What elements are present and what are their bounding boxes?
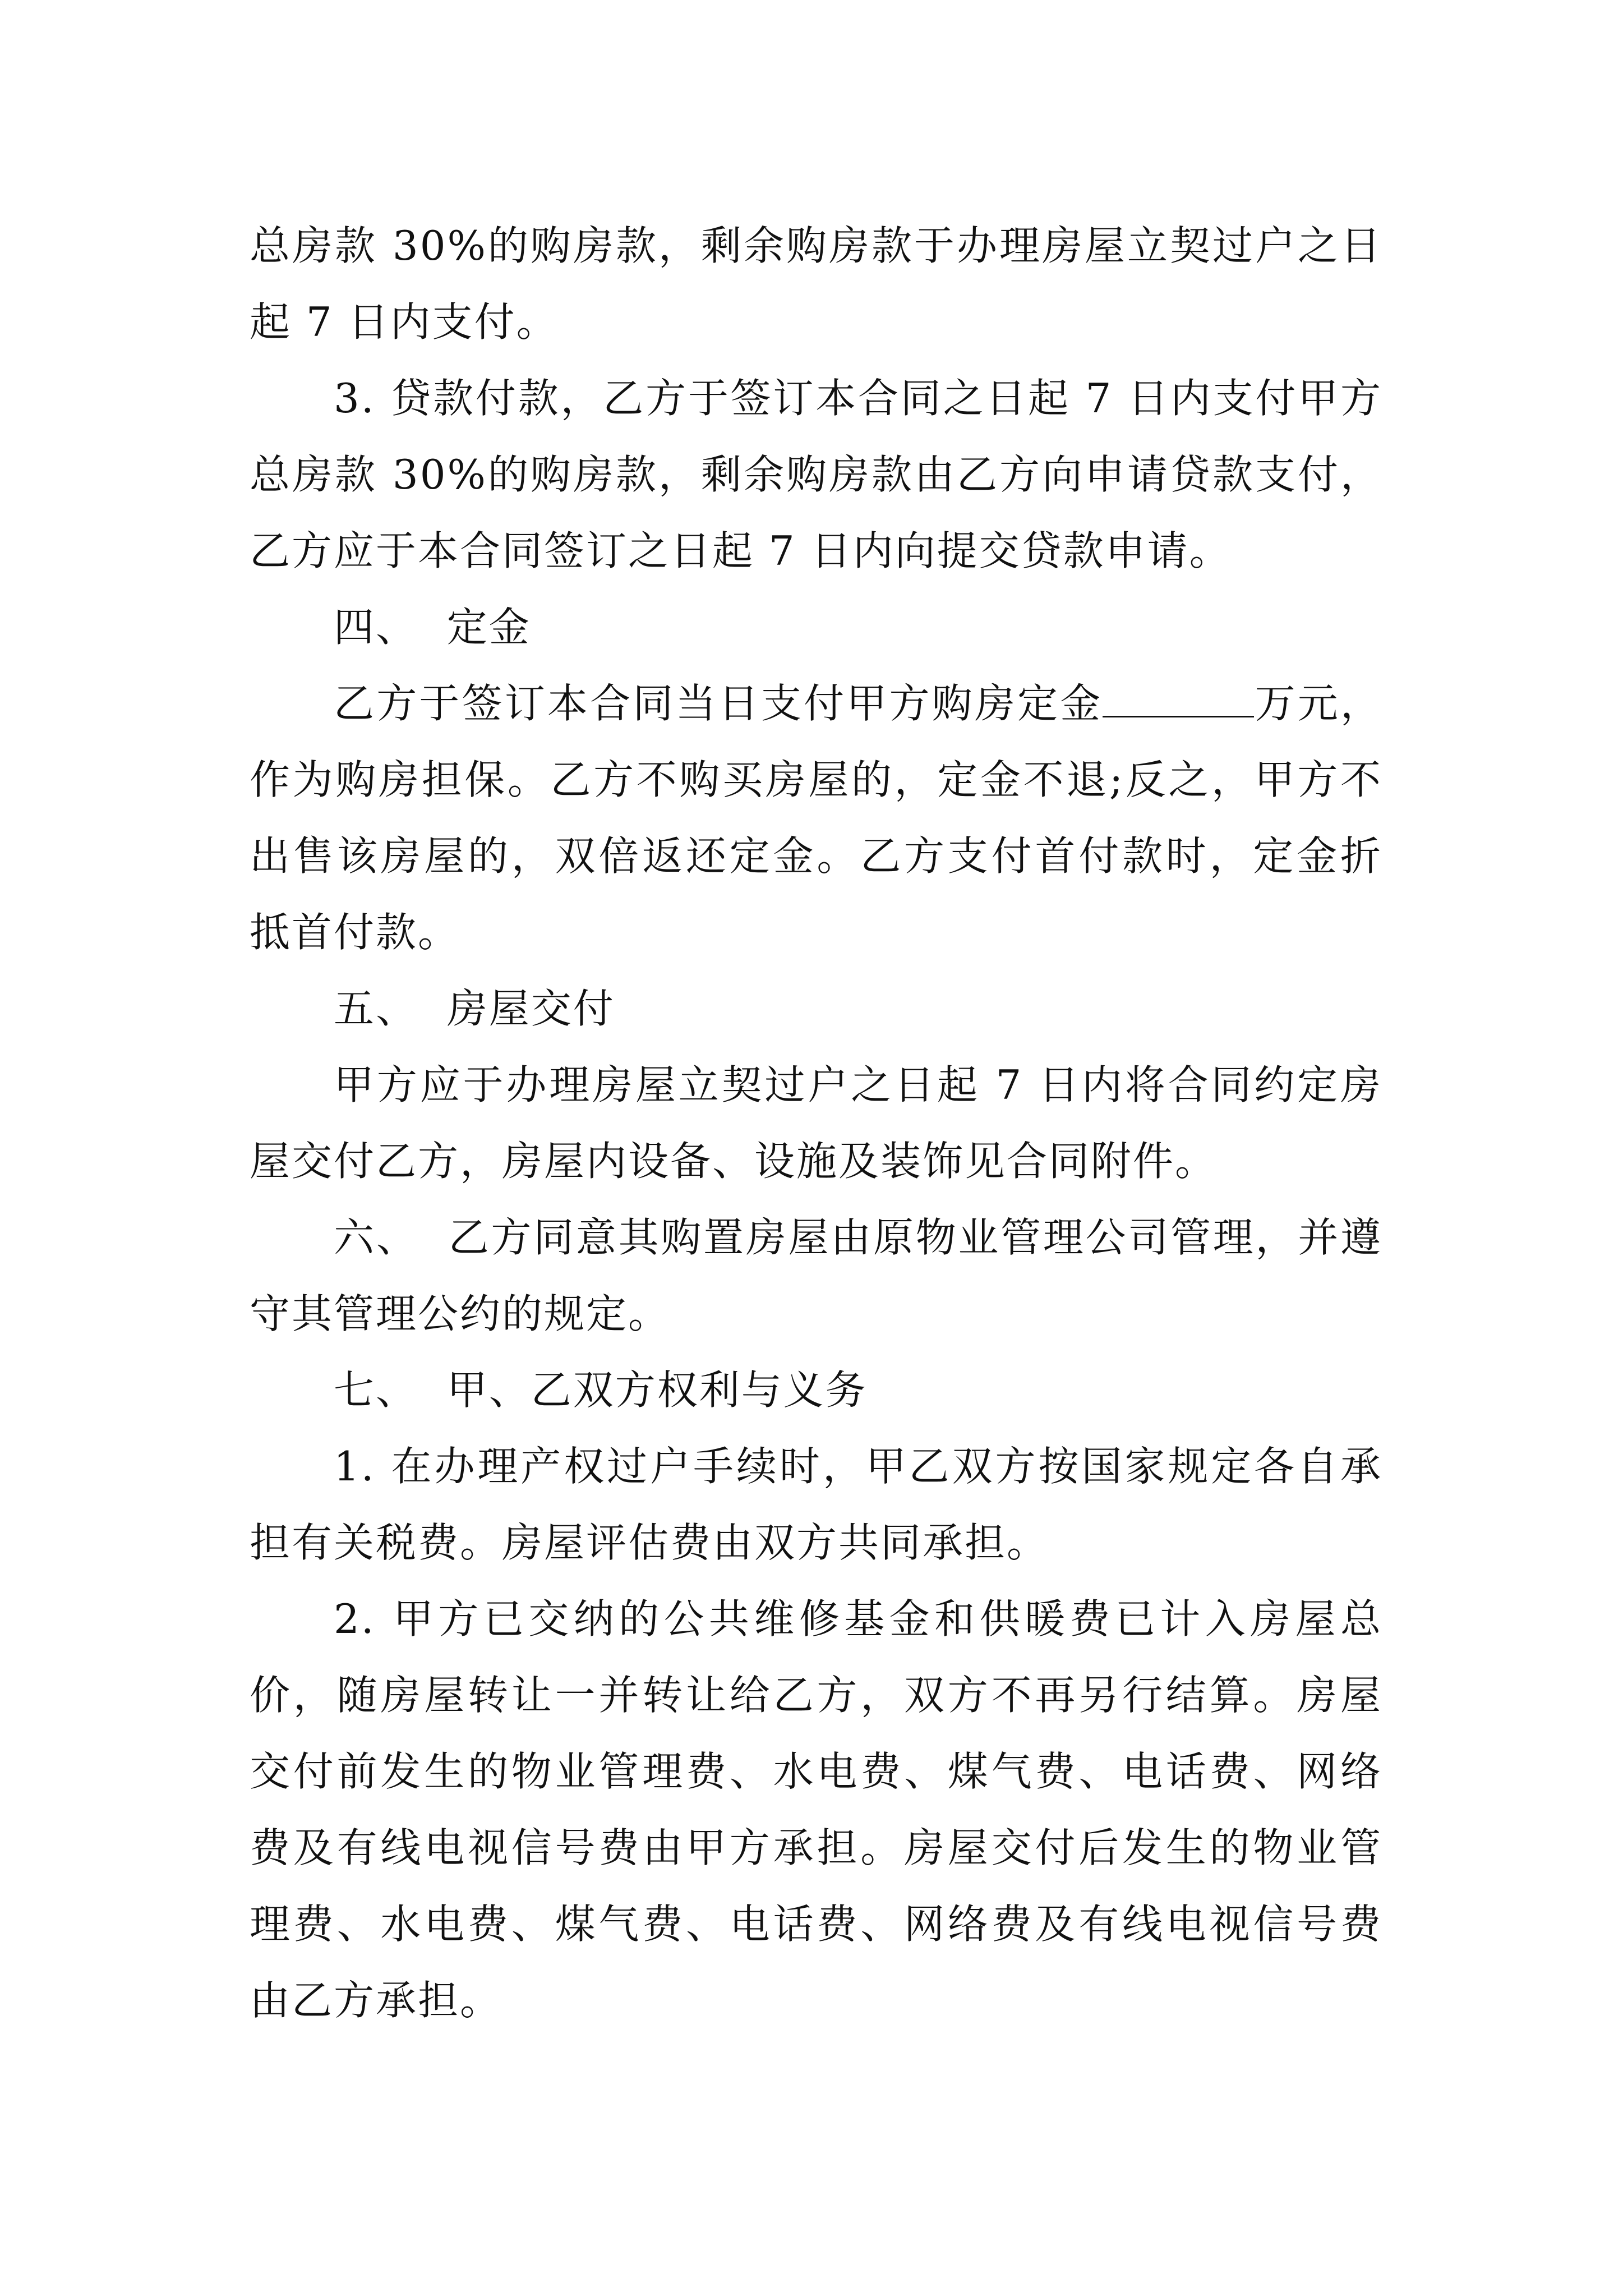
paragraph-property-management: 六、 乙方同意其购置房屋由原物业管理公司管理，并遵守其管理公约的规定。 xyxy=(250,1214,1382,1337)
heading-house-delivery: 五、 房屋交付 xyxy=(334,985,615,1032)
paragraph-maintenance-utilities: 2. 甲方已交纳的公共维修基金和供暖费已计入房屋总价，随房屋转让一并转让给乙方，双方不再另行结算。房屋交付前发生的物业管理费、水电费、煤气费、电话费、网络费及有线电视信号费由甲方承担。房屋交付后发生的物业管理费、水电费、煤气费、电话费、网络费及有线电视信号费由乙方承担。 xyxy=(250,1595,1382,2024)
contract-text-body xyxy=(250,208,1382,2039)
paragraph-taxes-fees: 1. 在办理产权过户手续时，甲乙双方按国家规定各自承担有关税费。房屋评估费由双方共同承担。 xyxy=(250,1443,1382,1566)
deposit-text-before-blank: 乙方于签订本合同当日支付甲方购房定金 xyxy=(334,680,1103,727)
heading-rights-obligations: 七、 甲、乙双方权利与义务 xyxy=(334,1366,868,1414)
paragraph-house-delivery: 甲方应于办理房屋立契过户之日起 7 日内将合同约定房屋交付乙方，房屋内设备、设施及装饰见合同附件。 xyxy=(250,1061,1382,1185)
paragraph-payment-remainder: 总房款 30%的购房款，剩余购房款于办理房屋立契过户之日起 7 日内支付。 xyxy=(250,222,1382,346)
paragraph-loan-payment: 3. 贷款付款，乙方于签订本合同之日起 7 日内支付甲方总房款 30%的购房款，剩余购房款由乙方向申请贷款支付，乙方应于本合同签订之日起 7 日内向提交贷款申请。 xyxy=(250,375,1382,574)
heading-deposit: 四、 定金 xyxy=(334,604,531,651)
paragraph-deposit xyxy=(250,665,1382,970)
deposit-amount-blank xyxy=(1103,677,1254,717)
deposit-text-after-blank: 万元，作为购房担保。乙方不购买房屋的，定金不退;反之，甲方不出售该房屋的，双倍返还定金。乙方支付首付款时，定金折抵首付款。 xyxy=(250,680,1382,956)
